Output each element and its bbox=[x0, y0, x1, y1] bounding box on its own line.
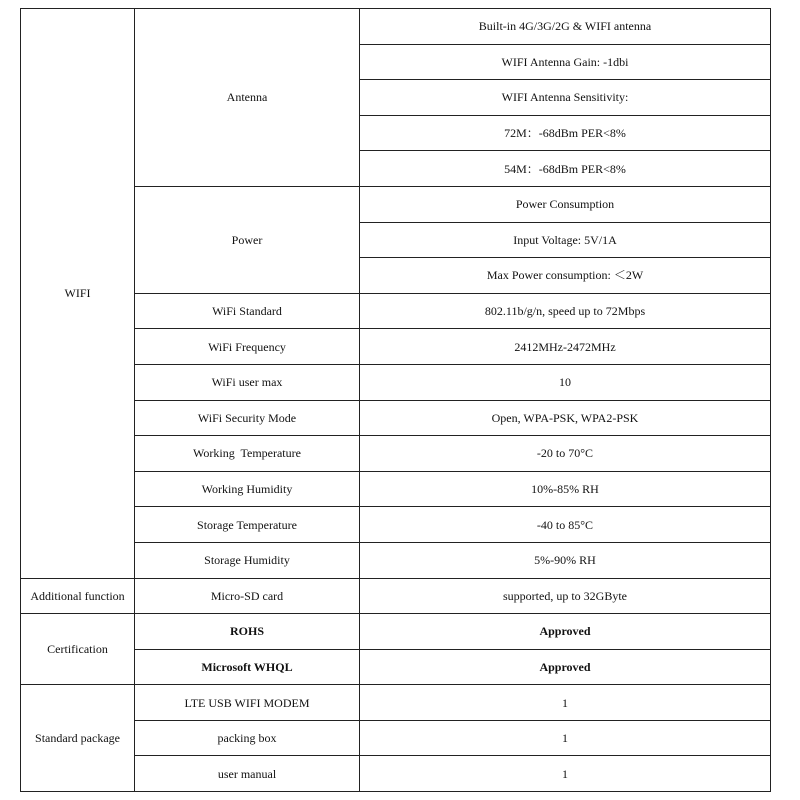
power-value: Max Power consumption: ＜2W bbox=[360, 258, 771, 294]
certification-label: Microsoft WHQL bbox=[135, 649, 360, 685]
spec-value: 5%-90% RH bbox=[360, 542, 771, 578]
category-wifi: WIFI bbox=[21, 9, 135, 579]
spec-value: supported, up to 32GByte bbox=[360, 578, 771, 614]
certification-value: Approved bbox=[360, 649, 771, 685]
spec-label: WiFi Frequency bbox=[135, 329, 360, 365]
power-value: Power Consumption bbox=[360, 186, 771, 222]
power-value: Input Voltage: 5V/1A bbox=[360, 222, 771, 258]
category-certification: Certification bbox=[21, 614, 135, 685]
spec-label: Storage Temperature bbox=[135, 507, 360, 543]
spec-label: WiFi user max bbox=[135, 364, 360, 400]
spec-value: -20 to 70°C bbox=[360, 436, 771, 472]
certification-value: Approved bbox=[360, 614, 771, 650]
package-item-quantity: 1 bbox=[360, 756, 771, 792]
table-row bbox=[21, 578, 771, 614]
spec-label: Working Temperature bbox=[135, 436, 360, 472]
table-row bbox=[21, 9, 771, 45]
antenna-value: WIFI Antenna Gain: -1dbi bbox=[360, 44, 771, 80]
category-standard-package: Standard package bbox=[21, 685, 135, 792]
package-item-quantity: 1 bbox=[360, 685, 771, 721]
table-row bbox=[21, 685, 771, 721]
spec-label: WiFi Standard bbox=[135, 293, 360, 329]
antenna-value: 72M：-68dBm PER<8% bbox=[360, 115, 771, 151]
spec-value: Open, WPA-PSK, WPA2-PSK bbox=[360, 400, 771, 436]
spec-value: 2412MHz-2472MHz bbox=[360, 329, 771, 365]
antenna-value: WIFI Antenna Sensitivity: bbox=[360, 80, 771, 116]
power-label: Power bbox=[135, 186, 360, 293]
spec-label: Micro-SD card bbox=[135, 578, 360, 614]
spec-table bbox=[20, 8, 771, 792]
antenna-label: Antenna bbox=[135, 9, 360, 187]
category-additional-function: Additional function bbox=[21, 578, 135, 614]
spec-value: -40 to 85°C bbox=[360, 507, 771, 543]
package-item-label: packing box bbox=[135, 720, 360, 756]
antenna-value: Built-in 4G/3G/2G & WIFI antenna bbox=[360, 9, 771, 45]
spec-value: 802.11b/g/n, speed up to 72Mbps bbox=[360, 293, 771, 329]
spec-value: 10 bbox=[360, 364, 771, 400]
spec-label: WiFi Security Mode bbox=[135, 400, 360, 436]
spec-label: Working Humidity bbox=[135, 471, 360, 507]
package-item-label: user manual bbox=[135, 756, 360, 792]
spec-label: Storage Humidity bbox=[135, 542, 360, 578]
certification-label: ROHS bbox=[135, 614, 360, 650]
table-row bbox=[21, 614, 771, 650]
package-item-label: LTE USB WIFI MODEM bbox=[135, 685, 360, 721]
antenna-value: 54M：-68dBm PER<8% bbox=[360, 151, 771, 187]
spec-value: 10%-85% RH bbox=[360, 471, 771, 507]
package-item-quantity: 1 bbox=[360, 720, 771, 756]
